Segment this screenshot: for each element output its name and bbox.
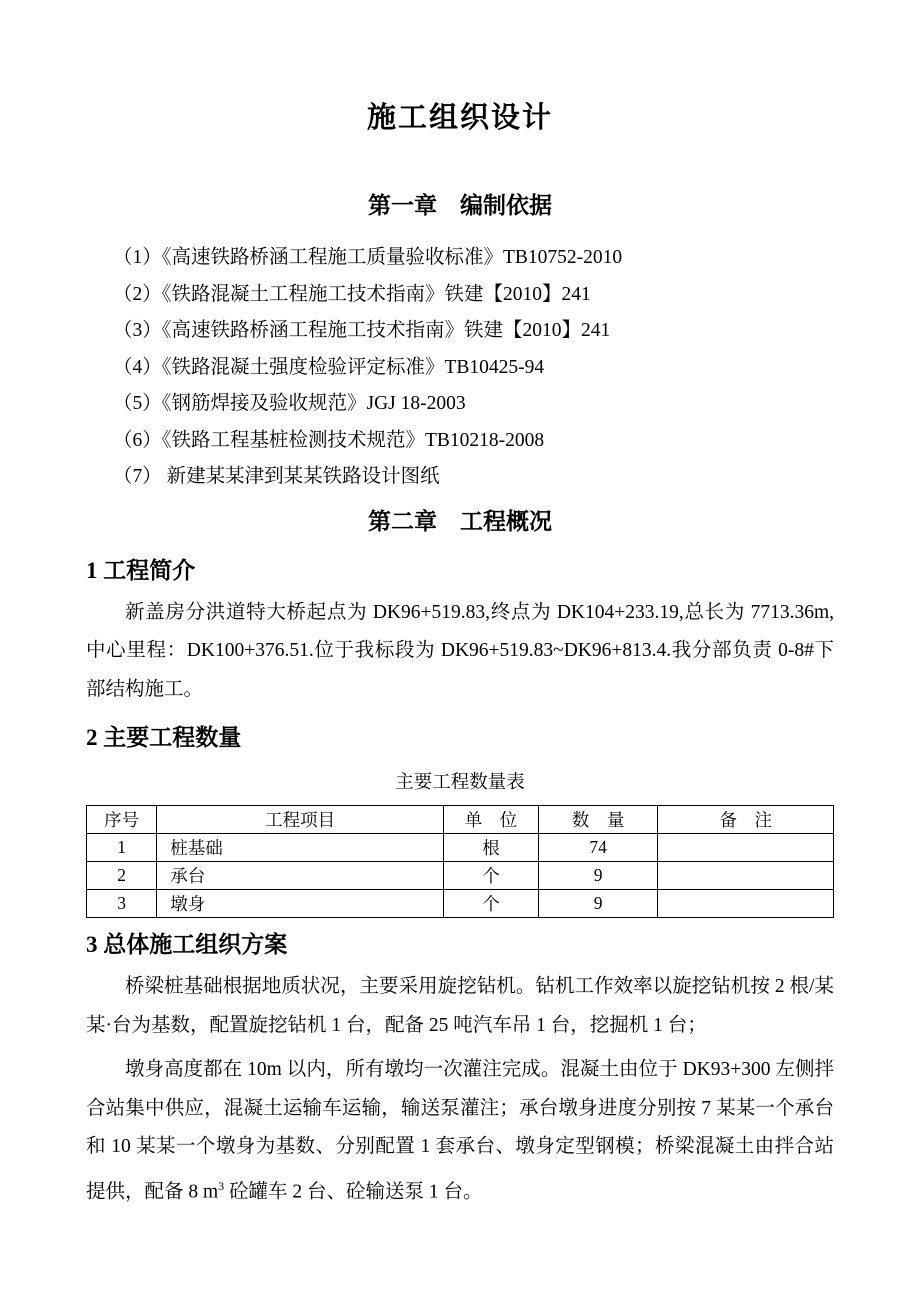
reference-item-3: （3）《高速铁路桥涵工程施工技术指南》铁建【2010】241 [113,320,611,341]
reference-item-5: （5）《钢筋焊接及验收规范》JGJ 18-2003 [113,393,466,414]
table-row [87,862,834,890]
chapter2-heading: 第二章 工程概况 [368,508,552,534]
table-cell-note [658,862,834,890]
document-title: 施工组织设计 [366,102,553,134]
section1-heading: 1 工程简介 [86,557,196,583]
table-cell-index: 1 [87,834,157,862]
table-row [87,834,834,862]
table-header-note: 备 注 [658,806,834,834]
table-cell-item: 承台 [157,862,444,890]
reference-item-4: （4）《铁路混凝土强度检验评定标准》TB10425-94 [113,356,545,378]
reference-item-6: （6）《铁路工程基桩检测技术规范》TB10218-2008 [113,429,545,451]
table-cell-quantity: 9 [538,862,658,890]
section1-paragraph: 新盖房分洪道特大桥起点为 DK96+519.83,终点为 DK104+233.19,总长为 7713.36m,中心里程：DK100+376.51.位于我标段为 DK96+519.83~DK96+813.4.我分部负责 0-8#下部结构施工。 [86,601,834,700]
section3-heading: 3 总体施工组织方案 [86,932,288,957]
table-cell-item: 桩基础 [157,834,444,862]
table-header-item: 工程项目 [157,806,444,834]
reference-item-2: （2）《铁路混凝土工程施工技术指南》铁建【2010】241 [113,283,591,305]
quantities-table-title: 主要工程数量表 [395,773,525,793]
table-cell-index: 2 [87,862,157,890]
table-header-index: 序号 [87,806,157,834]
section3-paragraph-2 [86,1051,834,1212]
section3-paragraph-2-tail: 砼罐车 2 台、砼输送泵 1 台。 [224,1181,483,1202]
reference-item-1: （1）《高速铁路桥涵工程施工质量验收标准》TB10752-2010 [113,247,623,268]
table-cell-quantity: 74 [538,834,658,862]
table-cell-unit: 个 [444,862,539,890]
reference-item-7: （7） 新建某某津到某某铁路设计图纸 [113,466,440,487]
section3-paragraph-1: 桥梁桩基础根据地质状况，主要采用旋挖钻机。钻机工作效率以旋挖钻机按 2 根/某某·台为基数，配置旋挖钻机 1 台，配备 25 吨汽车吊 1 台，挖掘机 1 台； [86,976,834,1036]
cubic-meter-superscript: 3 [218,1178,225,1193]
table-cell-note [658,890,834,918]
section3-paragraph-2-text: 墩身高度都在 10m 以内，所有墩均一次灌注完成。混凝土由位于 DK93+300 左侧拌合站集中供应，混凝土运输车运输，输送泵灌注；承台墩身进度分别按 7 某某一个承台和 10 某某一个墩身为基数、分别配置 1 套承台、墩身定型钢模；桥梁混凝土由拌合站提供，配备 8 m [86,1059,834,1202]
quantities-table [86,805,834,918]
chapter1-heading: 第一章 编制依据 [368,193,552,218]
table-cell-index: 3 [87,890,157,918]
table-header-unit: 单 位 [444,806,539,834]
reference-list [86,240,834,496]
table-cell-quantity: 9 [538,890,658,918]
table-row [87,890,834,918]
table-cell-unit: 根 [444,834,539,862]
section2-heading: 2 主要工程数量 [86,725,242,750]
table-header-quantity: 数 量 [538,806,658,834]
table-header-row [87,806,834,834]
table-cell-unit: 个 [444,890,539,918]
table-cell-note [658,834,834,862]
table-cell-item: 墩身 [157,890,444,918]
